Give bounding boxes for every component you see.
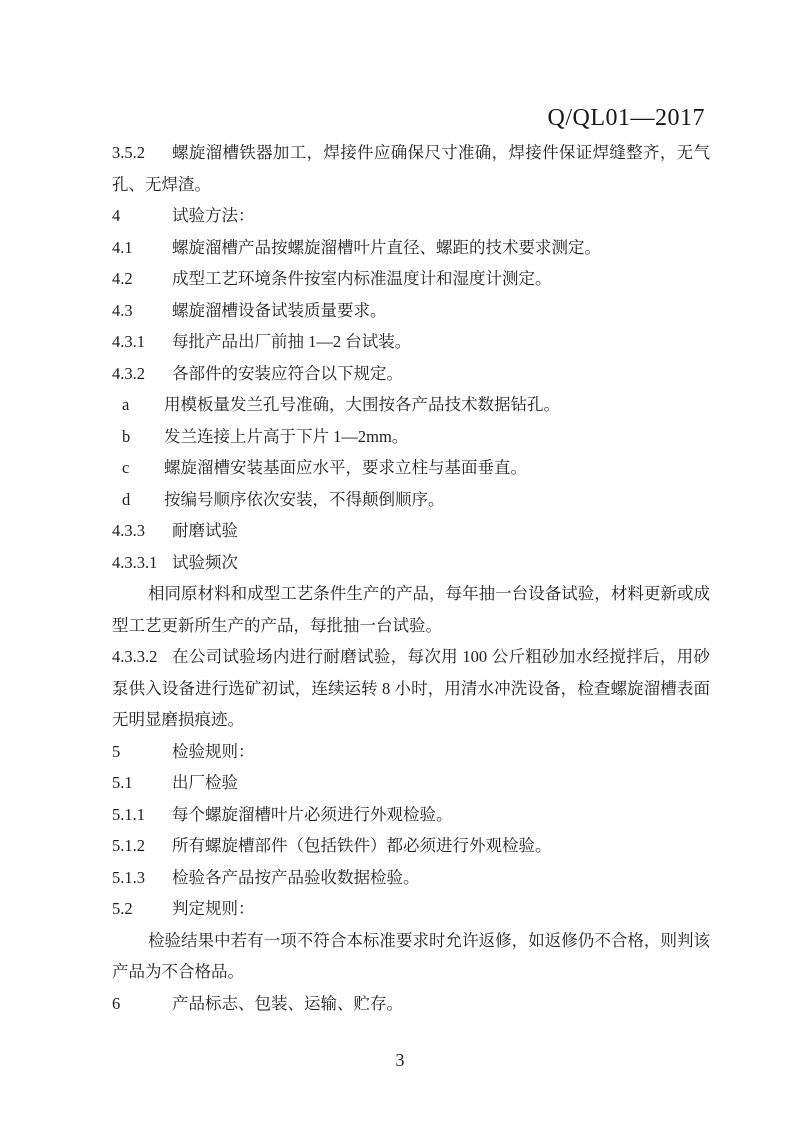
- text-line: [112, 673, 710, 705]
- clause-number: c: [122, 458, 130, 477]
- clause-text: 型工艺更新所生产的产品，每批抽一台试验。: [112, 615, 442, 635]
- clause-text: 检验结果中若有一项不符合本标准要求时允许返修，如返修仍不合格，则判该: [148, 930, 710, 950]
- clause-line: [112, 232, 710, 264]
- clause-line: [112, 452, 710, 484]
- clause-line: [112, 736, 710, 768]
- clause-number: 4.2: [112, 269, 133, 288]
- clause-text: 所有螺旋槽部件（包括铁件）都必须进行外观检验。: [172, 836, 552, 855]
- clause-line: [112, 358, 710, 390]
- text-line: [112, 169, 710, 201]
- clause-line: [112, 767, 710, 799]
- clause-text: 发兰连接上片高于下片 1—2mm。: [164, 426, 409, 446]
- clause-number: 5.1.2: [112, 836, 145, 855]
- document-body: [112, 137, 710, 1019]
- clause-line: [112, 799, 710, 831]
- clause-number: 5: [112, 741, 121, 761]
- clause-line: [112, 515, 710, 547]
- text-line: [112, 925, 710, 957]
- document-code-header: Q/QL01—2017: [547, 105, 705, 131]
- clause-line: [112, 421, 710, 453]
- clause-text: 在公司试验场内进行耐磨试验，每次用 100 公斤粗砂加水经搅拌后，用砂: [172, 647, 710, 666]
- clause-text: 每个螺旋溜槽叶片必须进行外观检验。: [172, 804, 453, 824]
- clause-line: [112, 484, 710, 516]
- clause-line: [112, 988, 710, 1020]
- clause-line: [112, 137, 710, 169]
- clause-text: 试验频次: [172, 552, 238, 572]
- clause-text: 耐磨试验: [172, 521, 238, 540]
- clause-number: a: [122, 395, 130, 414]
- text-line: [112, 610, 710, 642]
- clause-text: 出厂检验: [172, 773, 238, 792]
- clause-line: [112, 862, 710, 894]
- text-line: [112, 956, 710, 988]
- text-line: [112, 704, 710, 736]
- clause-text: 泵供入设备进行选矿初试，连续运转 8 小时，用清水冲洗设备，检查螺旋溜槽表面: [112, 678, 710, 698]
- clause-text: 各部件的安装应符合以下规定。: [172, 363, 403, 383]
- page-number: 3: [395, 1050, 405, 1070]
- clause-text: 检验各产品按产品验收数据检验。: [172, 867, 420, 887]
- clause-number: d: [122, 489, 131, 509]
- clause-line: [112, 200, 710, 232]
- clause-line: [112, 326, 710, 358]
- clause-number: 5.1.3: [112, 867, 145, 887]
- clause-text: 孔、无焊渣。: [112, 174, 211, 194]
- clause-text: 检验规则：: [172, 741, 255, 761]
- clause-text: 成型工艺环境条件按室内标准温度计和湿度计测定。: [172, 269, 552, 288]
- clause-number: 3.5.2: [112, 143, 145, 162]
- clause-number: 4.3.3: [112, 521, 145, 540]
- clause-number: 4.1: [112, 237, 133, 257]
- clause-number: b: [122, 426, 131, 446]
- clause-line: [112, 641, 710, 673]
- clause-text: 螺旋溜槽产品按螺旋溜槽叶片直径、螺距的技术要求测定。: [172, 237, 601, 257]
- clause-number: 5.2: [112, 899, 133, 918]
- clause-text: 产品为不合格品。: [112, 962, 244, 981]
- clause-number: 4.3.3.1: [112, 552, 158, 572]
- clause-text: 相同原材料和成型工艺条件生产的产品，每年抽一台设备试验，材料更新或成: [148, 584, 710, 603]
- clause-text: 按编号顺序依次安装，不得颠倒顺序。: [164, 489, 445, 509]
- clause-number: 4.3.2: [112, 363, 145, 383]
- clause-text: 用模板量发兰孔号准确，大围按各产品技术数据钻孔。: [164, 395, 560, 414]
- clause-text: 螺旋溜槽铁器加工，焊接件应确保尺寸准确，焊接件保证焊缝整齐，无气: [172, 143, 710, 162]
- clause-text: 每批产品出厂前抽 1—2 台试装。: [172, 332, 412, 351]
- clause-text: 判定规则：: [172, 899, 255, 918]
- clause-text: 螺旋溜槽设备试装质量要求。: [172, 300, 387, 320]
- clause-number: 5.1.1: [112, 804, 145, 824]
- clause-number: 4.3: [112, 300, 133, 320]
- clause-line: [112, 893, 710, 925]
- clause-number: 6: [112, 993, 121, 1013]
- clause-number: 4: [112, 206, 121, 225]
- clause-line: [112, 389, 710, 421]
- clause-text: 试验方法：: [172, 206, 255, 225]
- clause-line: [112, 295, 710, 327]
- clause-line: [112, 263, 710, 295]
- clause-line: [112, 830, 710, 862]
- clause-text: 产品标志、包装、运输、贮存。: [172, 993, 403, 1013]
- clause-line: [112, 547, 710, 579]
- clause-number: 4.3.1: [112, 332, 145, 351]
- clause-text: 螺旋溜槽安装基面应水平，要求立柱与基面垂直。: [164, 458, 527, 477]
- clause-text: 无明显磨损痕迹。: [112, 710, 244, 729]
- clause-number: 4.3.3.2: [112, 647, 158, 666]
- clause-number: 5.1: [112, 773, 133, 792]
- text-line: [112, 578, 710, 610]
